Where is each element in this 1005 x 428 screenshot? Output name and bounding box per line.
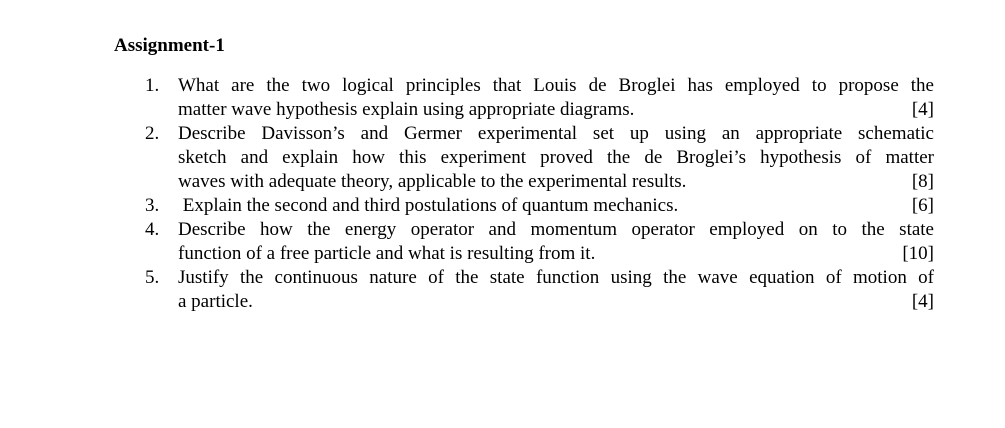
question-number: 2. [145, 123, 160, 144]
question-marks: [8] [911, 171, 934, 192]
question-last-line [178, 170, 934, 194]
question-text-line: What are the two logical principles that Louis de Broglei has employed to propose the [178, 75, 934, 96]
question-text-line: waves with adequate theory, applicable to the experimental results. [178, 171, 687, 192]
question-marks: [4] [911, 99, 934, 120]
question-text-line: matter wave hypothesis explain using appropriate diagrams. [178, 99, 635, 120]
question-text-line: Describe Davisson’s and Germer experimental set up using an appropriate schematic [178, 123, 934, 144]
question-marks: [6] [911, 195, 934, 216]
question-item [0, 122, 934, 194]
question-last-line [178, 290, 934, 314]
question-last-line [178, 194, 934, 218]
question-text-line: Describe how the energy operator and momentum operator employed on to the state [178, 219, 934, 240]
question-text-line: function of a free particle and what is resulting from it. [178, 243, 596, 264]
question-text-line: Justify the continuous nature of the state function using the wave equation of motion of [178, 267, 934, 288]
question-number: 4. [145, 219, 160, 240]
question-item [0, 194, 934, 218]
question-number: 5. [145, 267, 160, 288]
question-number: 1. [145, 75, 160, 96]
question-list [0, 74, 934, 314]
question-number: 3. [145, 195, 160, 216]
question-text-line: Explain the second and third postulations of quantum mechanics. [178, 195, 679, 216]
question-marks: [4] [911, 291, 934, 312]
question-text-line: a particle. [178, 291, 253, 312]
question-item [0, 218, 934, 266]
question-last-line [178, 98, 934, 122]
question-text-line: sketch and explain how this experiment proved the de Broglei’s hypothesis of matter [178, 147, 934, 168]
question-item [0, 74, 934, 122]
page-title: Assignment-1 [114, 35, 225, 56]
question-item [0, 266, 934, 314]
question-last-line [178, 242, 934, 266]
question-marks: [10] [902, 243, 934, 264]
